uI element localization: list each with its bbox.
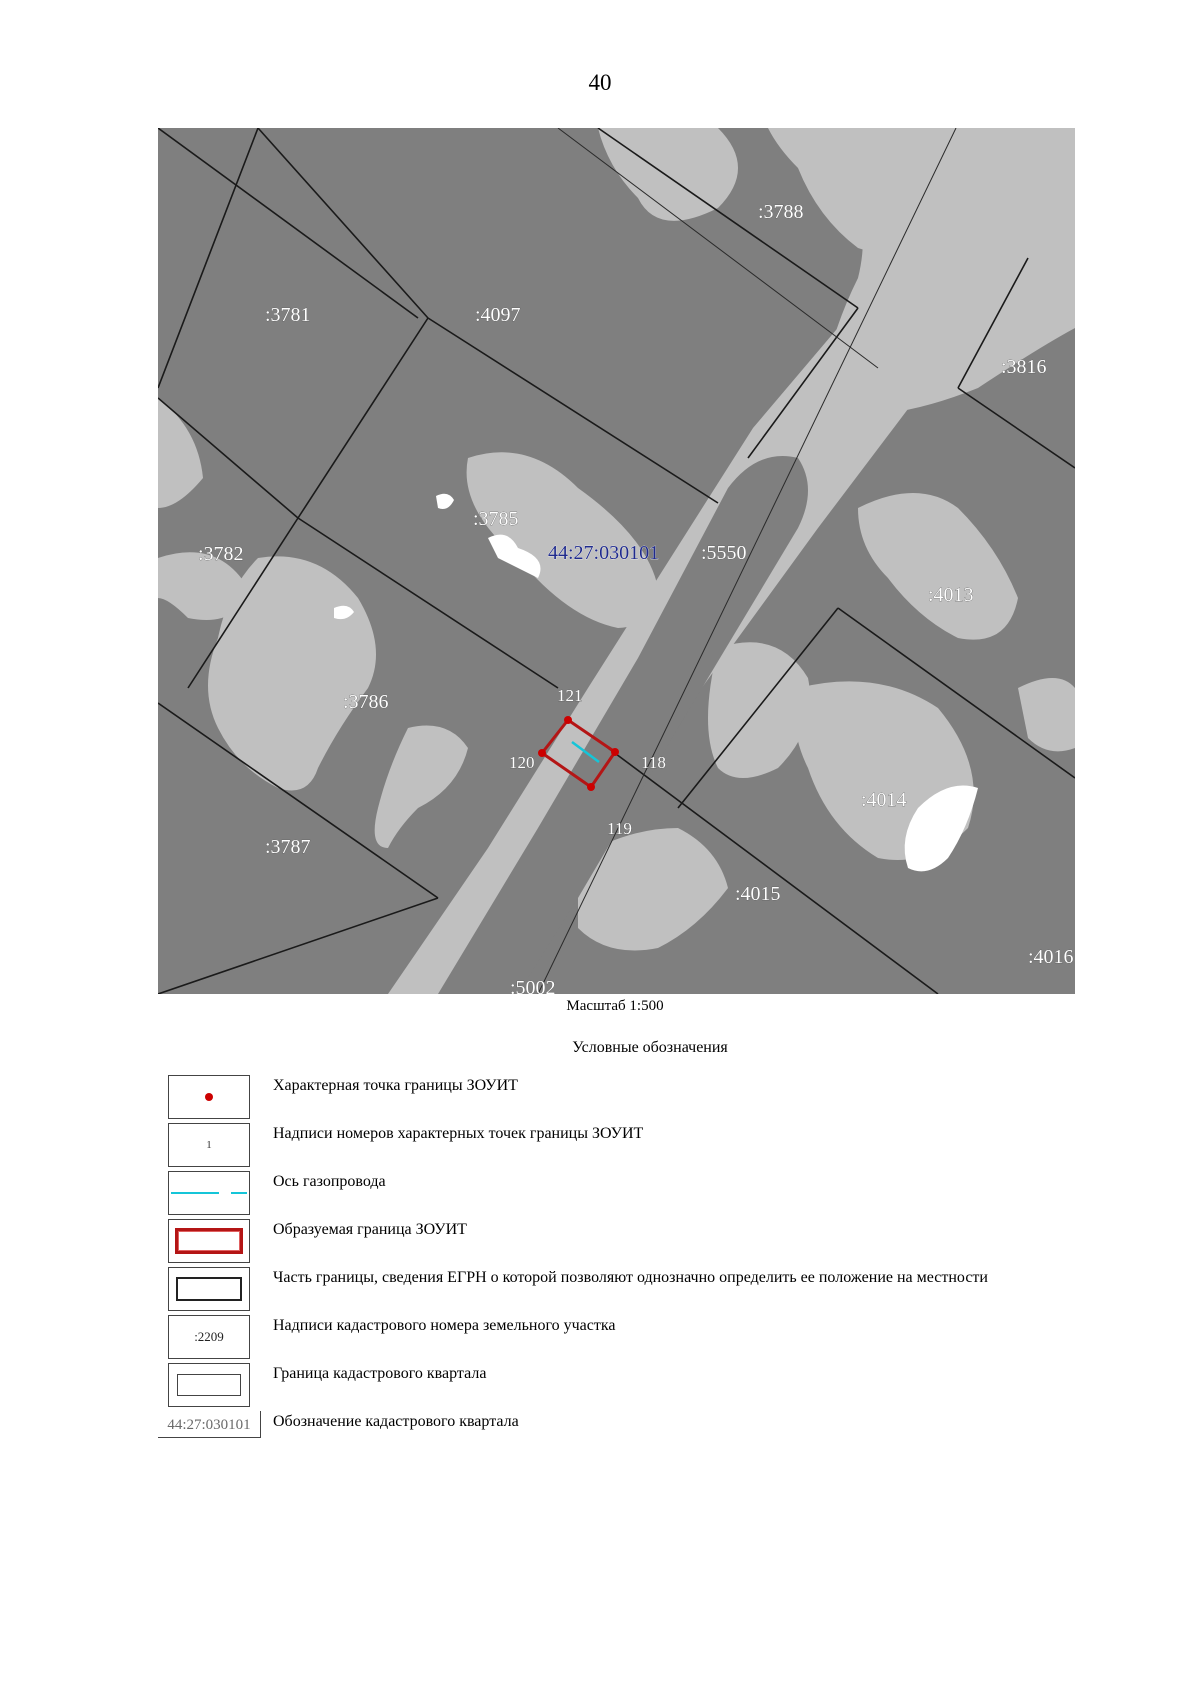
parcel-label: :3785 [473,508,519,530]
legend-sample-text: 44:27:030101 [167,1416,251,1433]
parcel-label: :5002 [510,977,556,994]
boundary-point[interactable] [538,749,546,757]
red-dot-icon [205,1093,213,1101]
parcel-label: :4014 [861,789,907,811]
point-label: 118 [641,753,666,772]
legend-text: Граница кадастрового квартала [273,1365,487,1382]
point-label: 119 [607,819,632,838]
parcel-label: :3786 [343,691,389,713]
scale-label: Масштаб 1:500 [566,998,664,1014]
point-label: 121 [557,686,583,705]
legend-sample-text: 1 [206,1139,212,1151]
boundary-point[interactable] [564,716,572,724]
red-rectangle-icon [175,1228,243,1254]
legend-sample [158,1411,261,1438]
legend-item-point-numbers [0,1123,1200,1173]
legend-text: Часть границы, сведения ЕГРН о которой позволяют однозначно определить ее положение на местности [273,1269,988,1286]
black-rectangle-icon [176,1277,242,1301]
legend-sample-text: :2209 [194,1329,224,1344]
legend-text: Характерная точка границы ЗОУИТ [273,1077,518,1094]
parcel-label: :5550 [701,542,747,564]
dashed-line-icon [171,1192,247,1194]
legend-item-gas-axis [0,1171,1200,1221]
legend-item-egrn-boundary [0,1267,1200,1317]
legend-text: Ось газопровода [273,1173,386,1190]
point-label: 120 [509,753,535,772]
legend-text: Образуемая граница ЗОУИТ [273,1221,467,1238]
legend-title: Условные обозначения [572,1039,728,1056]
legend-text: Обозначение кадастрового квартала [273,1413,519,1430]
parcel-label: :3782 [198,543,244,565]
boundary-point[interactable] [587,783,595,791]
legend-item-zouit-boundary [0,1219,1200,1269]
legend-text: Надписи кадастрового номера земельного участка [273,1317,616,1334]
legend-item-boundary-point [0,1075,1200,1125]
parcel-label: :3788 [758,201,804,223]
parcel-label: :4015 [735,883,781,905]
parcel-label: :4013 [928,584,974,606]
legend-sample [168,1123,250,1167]
legend-sample [168,1267,250,1311]
legend-sample [168,1171,250,1215]
quarter-label: 44:27:030101 [548,542,660,564]
gray-rectangle-icon [177,1374,241,1396]
parcel-label: :3787 [265,836,311,858]
parcel-label: :3781 [265,304,311,326]
parcel-label: :4016 [1028,946,1074,968]
boundary-point[interactable] [611,748,619,756]
legend-sample [168,1315,250,1359]
legend-sample [168,1075,250,1119]
parcel-label: :4097 [475,304,521,326]
legend-text: Надписи номеров характерных точек границы ЗОУИТ [273,1125,644,1142]
cadastral-map[interactable] [158,128,1075,994]
legend-sample [168,1219,250,1263]
page-number: 40 [588,70,612,95]
legend-item-cadastral-number [0,1315,1200,1365]
legend-item-quarter-label [0,1411,1200,1461]
legend-sample [168,1363,250,1407]
legend-item-quarter-boundary [0,1363,1200,1413]
parcel-label: :3816 [1001,356,1047,378]
